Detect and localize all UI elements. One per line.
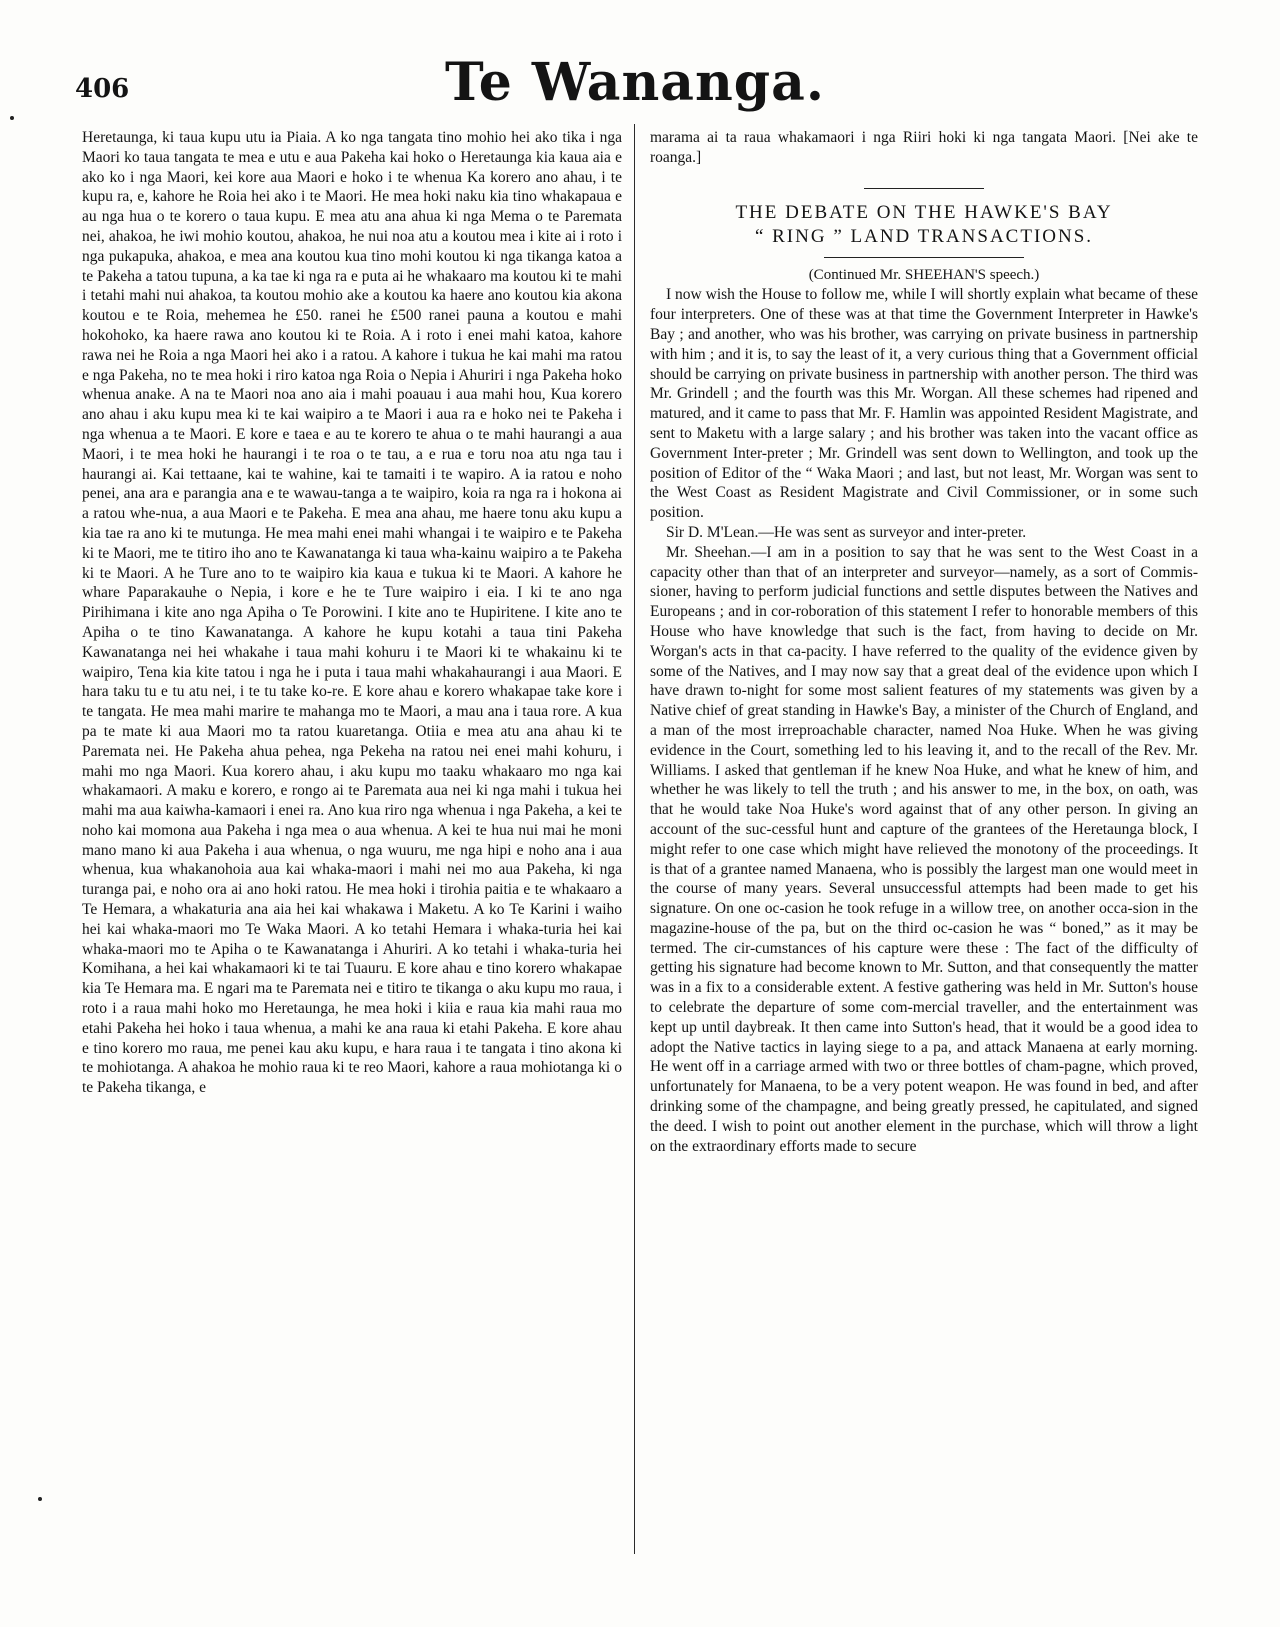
- maori-text-column: [82, 128, 622, 1553]
- debate-title-line-2: “ RING ” LAND TRANSACTIONS.: [754, 225, 1094, 247]
- title-underline-rule: [824, 257, 1024, 258]
- english-text-column: [650, 128, 1198, 1553]
- speaker-note: (Continued Mr. SHEEHAN'S speech.): [808, 266, 1040, 283]
- masthead-title: Te Wananga.: [445, 52, 825, 113]
- debate-section-title: [650, 201, 1198, 249]
- page-number: 406: [75, 74, 130, 104]
- speech-paragraph-2: Sir D. M'Lean.—He was sent as surveyor and inter-preter.: [666, 523, 1027, 541]
- speech-paragraph-3: Mr. Sheehan.—I am in a position to say that he was sent to the West Coast in a capacity other than that of an interpreter and surveyor—namely, as a sort of Commis-sioner, having to perform judicial functions and settle disputes between the Natives and Europeans ; and in cor-roboration of this statement I refer to honorable members of this House who have knowledge that such is the fact, from having to decide on Mr. Worgan's acts in that ca-pacity. I have referred to the quality of the evidence given by some of the Natives, and I may now say that a great deal of the evidence upon which I have drawn to-night for some most salient features of my statements was given by a Native chief of great standing in Hawke's Bay, a minister of the Church of England, and a man of the most irreproachable character, named Noa Huke. When he was giving evidence in the Court, something led to his leaving it, and to the recall of the Rev. Mr. Williams. I asked that gentleman if he knew Noa Huke, and what he knew of him, and whether he was likely to tell the truth ; and his answer to me, in the box, on oath, was that he would take Noa Huke's word against that of any other person. In giving an account of the suc-cessful hunt and capture of the grantees of the Heretaunga block, I might refer to one case which might have relieved the monotony of the proceedings. It is that of a grantee named Manaena, who is possibly the largest man one would meet in the course of many years. Several unsuccessful attempts had been made to get his signature. On one oc-casion he took refuge in a willow tree, on another occa-sion in the magazine-house of the pa, but on the third oc-casion he was “ boned,” as it may be termed. The cir-cumstances of his capture were these : The fact of the difficulty of getting his signature had become known to Mr. Sutton, and that consequently the matter was in a fix to a considerable extent. A festive gathering was held in Mr. Sutton's house to celebrate the departure of some com-mercial traveller, and the entertainment was kept up until daybreak. It then came into Sutton's head, that it would be a good idea to adopt the Native tactics in laying siege to a pa, and attack Manaena at early morning. He went off in a carriage armed with two or three bottles of cham-pagne, which proved, unfortunately for Manaena, to be a very potent weapon. He was found in bed, and after drinking some of the champagne, and being greatly pressed, he capitulated, and signed the deed. I wish to point out another element in the purchase, which will throw a light on the extraordinary efforts made to secure: [650, 543, 1198, 1155]
- margin-dot-bottom: [38, 1497, 42, 1501]
- speech-paragraph-1: I now wish the House to follow me, while I will shortly explain what became of these four interpreters. One of these was at that time the Government Interpreter in Hawke's Bay ; and another, who was his brother, was carrying on private business in partnership with him ; and it is, to say the least of it, a very curious thing that a Government official should be carrying on private business in partnership with another person. The third was Mr. Grindell ; and the fourth was this Mr. Worgan. All these schemes had ripened and matured, and it came to pass that Mr. F. Hamlin was appointed Resident Magistrate, and sent to Maketu with a large salary ; and his brother was taken into the vacant office as Government Inter-preter ; Mr. Grindell was sent down to Wellington, and took up the position of Editor of the “ Waka Maori ; and last, but not least, Mr. Worgan was sent to the West Coast as Resident Magistrate and Civil Commissioner, or in some such position.: [650, 286, 1198, 522]
- column-divider: [634, 124, 635, 1554]
- section-divider-rule: [864, 188, 984, 189]
- page-header: [60, 52, 1210, 122]
- debate-title-line-1: THE DEBATE ON THE HAWKE'S BAY: [735, 201, 1113, 223]
- margin-dot-top: [10, 116, 14, 120]
- maori-article-text: Heretaunga, ki taua kupu utu ia Piaia. A ko nga tangata tino mohio hei ako tika i nga Maori ko taua tangata te mea e utu e aua Pakeha kai hoko o Heretaunga kia kaua aia e ako ko i nga Maori, kei kore aua Maori e hoko i te whenua Ka korero ano ahau, i te kupu ra, e, kahore he Roia hei ako i te Maori. He mea hoki naku kia tino whakapaua e au nga hua o te korero o taua kupu. E mea atu ana ahua ki nga Mema o te Paremata nei, ahakoa, he iwi mohio koutou, ahakoa, he nui noa atu a koutou mea i kite ai i roto i nga pukapuka, ahakoa, e mea ana koutou kua tino mohi koutou ki nga tikanga katoa a te Pakeha a tatou tupuna, a ka tae ki nga ra e puta ai he whakaaro ma koutou ki te mahi i tetahi mahi nui ahakoa, ta koutou mohio ake a koutou ka haere ano koutou kia akona koutou e te Roia, mehemea he £50. ranei he £500 ranei pauna a koutou e mahi hokohoko, ka haere rawa ano koutou ki te Roia. A i roto i enei mahi katoa, kahore rawa nei he Roia a nga Maori hei ako i a ratou. A kahore i tukua he kai mahi ma ratou e nga Pakeha, no te mea hoki i riro katoa nga Roia o Nepia i Ahuriri i nga Pakeha hoko whenua anake. A na te Maori noa ano aia i mahi poauau i aua mahi hou, Kua korero ano ahau i aku kupu mea ki te kai waipiro a te Maori i aua ra e hoko nei te Pakeha i nga whenua a te Maori. E kore e taea e au te korero te ahua o te mahi haurangi a aua Maori, i te mea hoki he haurangi i te roa o te tau, a e rua e toru noa atu nga tau i haurangi ai. Kai tettaane, kai te wahine, kai te tamaiti i te wapiro. A ia ratou e noho penei, ana ara e parangia ana e te wawau-tanga a te waipiro, koia ra nga ra i hokona ai a ratou whe-nua, a aua Maori e te Pakeha. E mea ana ahau, me haere tonu aku kupu a kia tae ra ano ki te mutunga. He mea mahi enei mahi whangai i te waipiro e te Pakeha ki te Maori, me te titiro iho ano te Kawanatanga ki taua wha-kainu waipiro a te Pakeha ki te Maori. A he Ture ano to te waipiro kia kaua e tukua ki te Maori. A kahore he whare Paparakauhe o Nepia, i kore e he te Ture waipiro i eia. I ki te ano nga Pirihimana i kite ano nga Apiha o Te Porowini. I kite ano te Hupiritene. I kite ano te Apiha o te tino Kawanatanga. A kahore he kupu kotahi a taua tini Pakeha Kawanatanga nei hei whakahe i taua mahi kohuru i te Maori ki te whakainu ki te waipiro, Tena kia kite tatou i nga he i puta i taua mahi whakahaurangi i aua Maori. E hara taku tu e tu atu nei, i te tu take ko-re. E kore ahau e korero whakapae take kore i te tangata. He mea mahi marire te mahanga mo te Maori, a mau ana i taua rore. A kua pa te mate ki aua Maori mo ta ratou kuaretanga. Otiia e mea atu ana ahau ki te Paremata nei. He Pakeha ahua pehea, nga Pekeha na ratou nei enei mahi kohuru, i mahi mo nga Maori. Kua korero ahau, i aku kupu mo taaku whakaaro mo nga kai whakamaori. A maku e korero, e rongo ai te Paremata aua nei ki nga mahi i tukua hei mahi ma aua kaiwha-kamaori i enei ra. Ano kua riro nga whenua i nga Pakeha, a kei te noho kai momona aua Pakeha i nga mea o aua whenua. A kei te hua nui mai he moni mano mano ki aua Pakeha i aua whenua, o nga wuuru, me nga hipi e noho ana i aua whenua, kua whakanohoia aua kai whaka-maori i mahi nei mo aua Pakeha, ki nga turanga pai, e noho ora ai ano hoki ratou. He mea hoki i tirohia paitia e te whakaaro a Te Hemara, a whakaturia ana aia hei kai whakawa i Maketu. A ko Te Karini i waiho hei kai whaka-maori mo Te Waka Maori. A ko tetahi Hemara i whaka-turia hei kai whaka-maori mo te Apiha o te Kawanatanga i Ahuriri. A ko tetahi i whaka-turia hei Komihana, a hei kai whakamaori ki te tai Tuauru. E kore ahau e tino korero whakapae kia Te Hemara ma. E ngari ma te Paremata nei e titiro te tikanga o aku kupu mo raua, i roto i a raua mahi hoko mo Heretaunga, he mea hoki i kiia e raua kia mahi raua mo etahi Pakeha hei hoko i taua whenua, a mahi ke ana raua ki etahi Pakeha. E kore ahau e tino korero mo raua, me penei kau aku kupu, e hara raua i te tangata i tino akona ki te mohiotanga. A ahakoa he mohio raua ki te reo Maori, kahore a raua mohiotanga ki o te Pakeha tikanga, e: [82, 129, 622, 1097]
- maori-continuation-text: marama ai ta raua whakamaori i nga Riiri hoki ki nga tangata Maori. [Nei ake te roanga.]: [650, 129, 1198, 166]
